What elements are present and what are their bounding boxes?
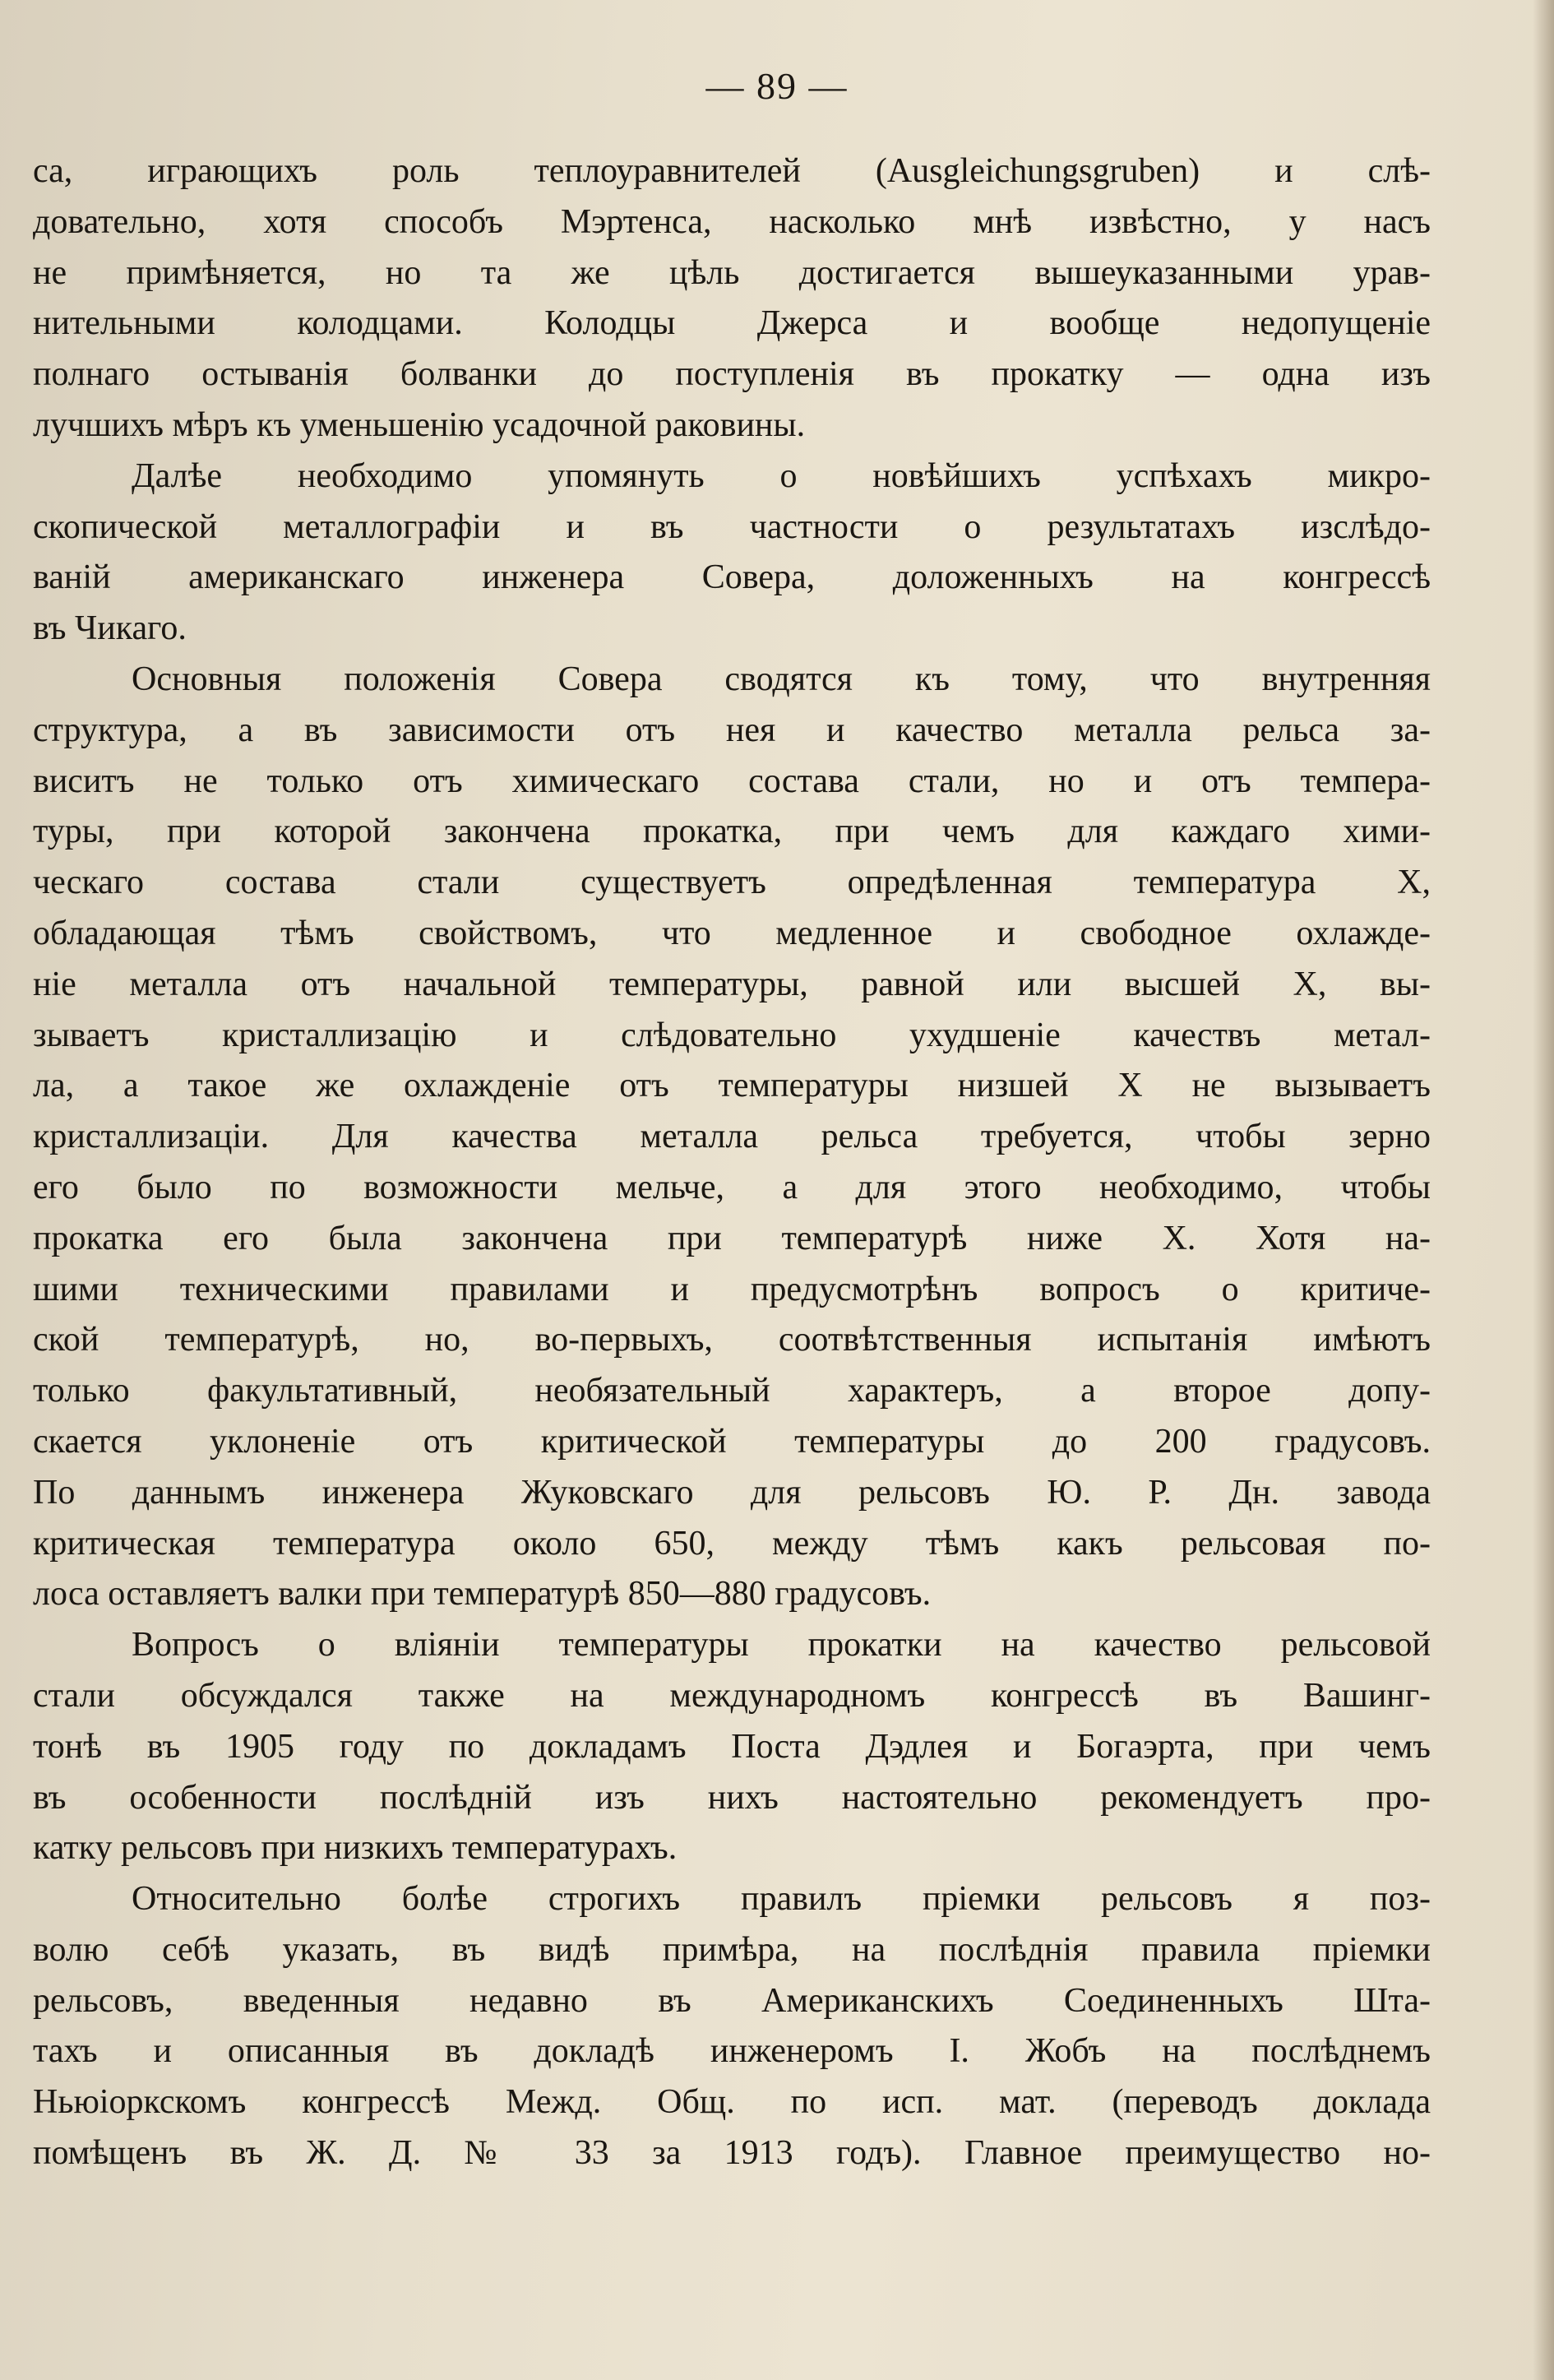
text-line: туры, при которой закончена прокатка, при чемъ для каждаго хими- — [33, 813, 1431, 851]
text-line: скается уклоненіе отъ критической температуры до 200 градусовъ. — [33, 1422, 1431, 1461]
text-line: помѣщенъ въ Ж. Д. № 33 за 1913 годъ). Главное преимущество но- — [33, 2134, 1431, 2173]
text-line: лоса оставляетъ валки при температурѣ 850—880 градусовъ. — [33, 1575, 932, 1614]
text-line: катку рельсовъ при низкихъ температурахъ. — [33, 1829, 678, 1868]
text-line: Вопросъ о вліяніи температуры прокатки на качество рельсовой — [132, 1626, 1431, 1665]
text-line: ніе металла отъ начальной температуры, равной или высшей X, вы- — [33, 965, 1431, 1003]
text-line: тонѣ въ 1905 году по докладамъ Поста Дэдлея и Богаэрта, при чемъ — [33, 1727, 1431, 1766]
text-line: По даннымъ инженера Жуковскаго для рельсовъ Ю. Р. Дн. завода — [33, 1473, 1431, 1512]
text-line: обладающая тѣмъ свойствомъ, что медленное и свободное охлажде- — [33, 914, 1431, 952]
text-line: структура, а въ зависимости отъ нея и качество металла рельса за- — [33, 711, 1431, 749]
text-line: ла, а такое же охлажденіе отъ температуры низшей X не вызываетъ — [33, 1067, 1431, 1105]
text-line: нительными колодцами. Колодцы Джерса и вообще недопущеніе — [33, 304, 1431, 343]
text-line: Далѣе необходимо упомянуть о новѣйшихъ успѣхахъ микро- — [132, 456, 1431, 495]
text-line: въ особенности послѣдній изъ нихъ настоятельно рекомендуетъ про- — [33, 1778, 1431, 1817]
text-line: ческаго состава стали существуетъ опредѣленная температура X, — [33, 864, 1431, 902]
text-line: прокатка его была закончена при температурѣ ниже X. Хотя на- — [33, 1219, 1431, 1257]
text-line: виситъ не только отъ химическаго состава стали, но и отъ темпера- — [33, 762, 1431, 800]
text-line: тахъ и описанныя въ докладѣ инженеромъ I. Жобъ на послѣднемъ — [33, 2032, 1431, 2071]
text-line: ской температурѣ, но, во-первыхъ, соотвѣтственныя испытанія имѣютъ — [33, 1321, 1431, 1359]
text-line: са, играющихъ роль теплоуравнителей (Ausgleichungsgruben) и слѣ- — [33, 152, 1431, 190]
page-edge-shadow — [1533, 0, 1554, 2380]
text-line: ваній американскаго инженера Совера, доложенныхъ на конгрессѣ — [33, 558, 1431, 597]
text-line: скопической металлографіи и въ частности о результатахъ изслѣдо- — [33, 507, 1431, 546]
text-line: критическая температура около 650, между тѣмъ какъ рельсовая по- — [33, 1524, 1431, 1563]
text-line: Основныя положенія Совера сводятся къ тому, что внутренняя — [132, 660, 1431, 698]
text-line: шими техническими правилами и предусмотрѣнъ вопросъ о критиче- — [33, 1270, 1431, 1308]
text-line: не примѣняется, но та же цѣль достигается вышеуказанными урав- — [33, 253, 1431, 292]
text-line: стали обсуждался также на международномъ конгрессѣ въ Вашинг- — [33, 1676, 1431, 1715]
text-line: въ Чикаго. — [33, 609, 187, 648]
text-line: лучшихъ мѣръ къ уменьшенію усадочной раковины. — [33, 405, 806, 444]
page-number: — 89 — — [705, 65, 849, 107]
text-line: полнаго остыванія болванки до поступленія въ прокатку — одна изъ — [33, 355, 1431, 394]
text-line: Ньюіоркскомъ конгрессѣ Межд. Общ. по исп. мат. (переводъ доклада — [33, 2083, 1431, 2122]
text-line: его было по возможности мельче, а для этого необходимо, чтобы — [33, 1168, 1431, 1206]
text-line: волю себѣ указать, въ видѣ примѣра, на послѣднія правила пріемки — [33, 1930, 1431, 1969]
body-text — [33, 146, 1431, 2179]
text-line: зываетъ кристаллизацію и слѣдовательно ухудшеніе качествъ метал- — [33, 1016, 1431, 1054]
text-line: довательно, хотя способъ Мэртенса, насколько мнѣ извѣстно, у насъ — [33, 202, 1431, 241]
text-line: Относительно болѣе строгихъ правилъ пріемки рельсовъ я поз- — [132, 1880, 1431, 1919]
text-line: только факультативный, необязательный характеръ, а второе допу- — [33, 1372, 1431, 1410]
text-line: рельсовъ, введенныя недавно въ Американскихъ Соединенныхъ Шта- — [33, 1981, 1431, 2020]
text-line: кристаллизаціи. Для качества металла рельса требуется, чтобы зерно — [33, 1118, 1431, 1156]
